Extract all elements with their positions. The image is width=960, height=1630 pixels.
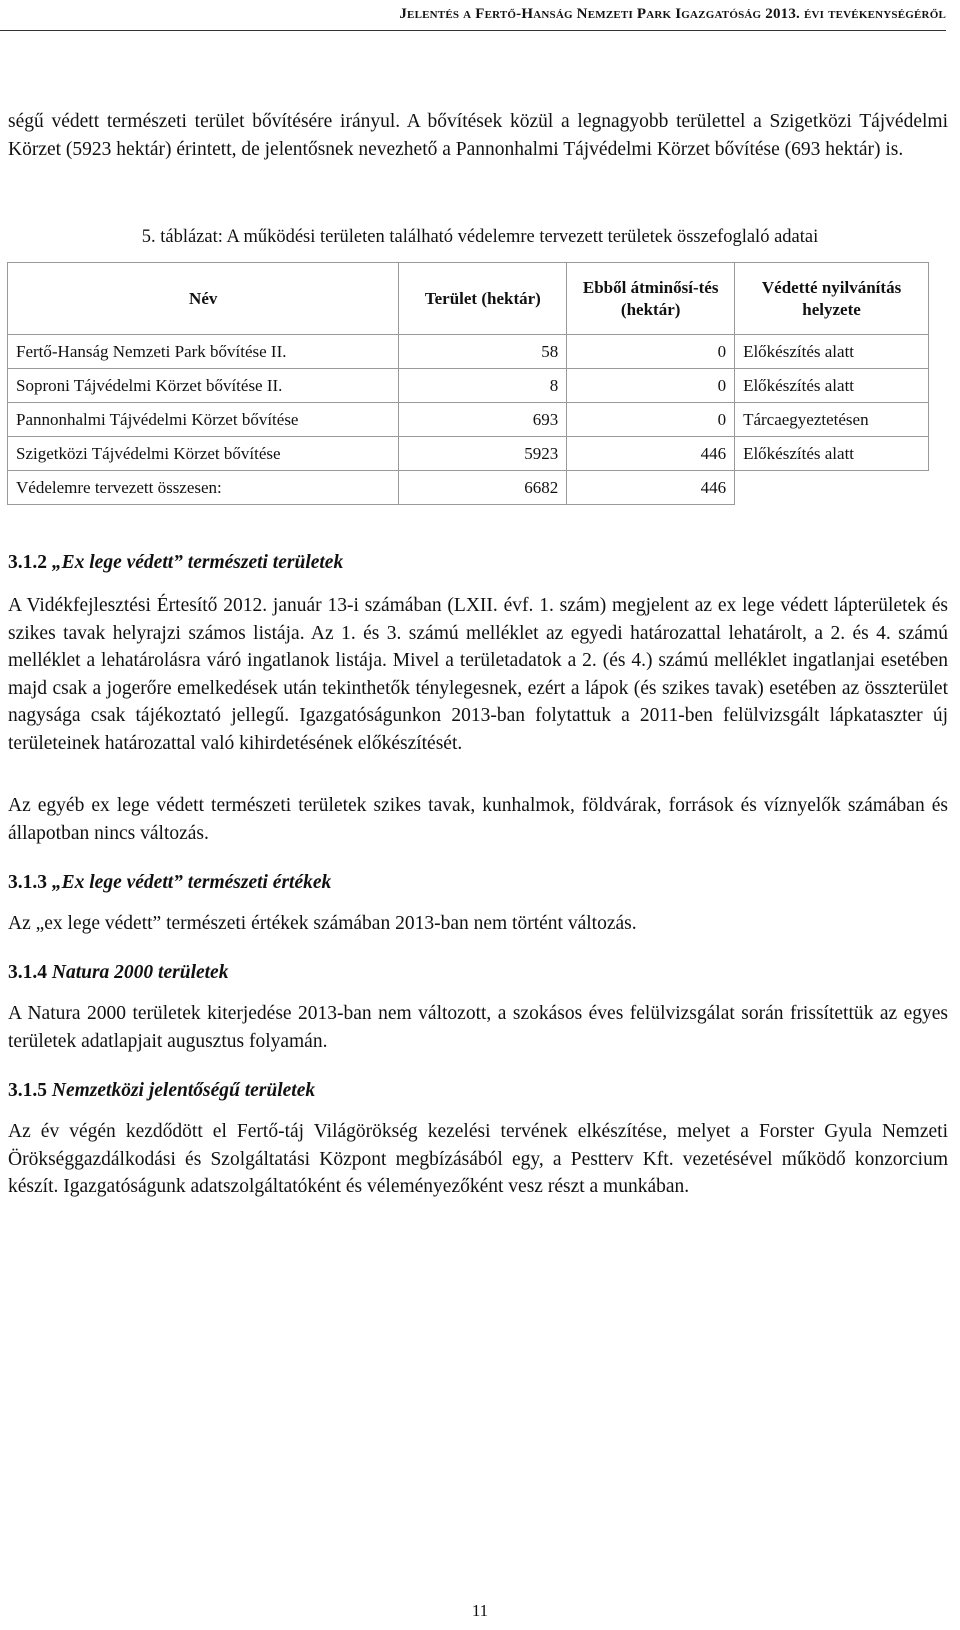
section-heading-3-1-2 [8, 552, 343, 574]
running-title: Jelentés a Fertő-Hanság Nemzeti Park Igazgatóság 2013. évi tevékenységéről [399, 6, 946, 22]
col-header-conversion: Ebből átminősí-tés (hektár) [567, 263, 735, 335]
table-row [8, 437, 929, 471]
cell-name: Fertő-Hanság Nemzeti Park bővítése II. [8, 335, 399, 369]
section-heading-3-1-4 [8, 962, 228, 984]
section-heading-3-1-3 [8, 872, 331, 894]
cell-name: Soproni Tájvédelmi Körzet bővítése II. [8, 369, 399, 403]
cell-area: 8 [399, 369, 567, 403]
cell-area: 58 [399, 335, 567, 369]
cell-conversion: 0 [567, 335, 735, 369]
col-header-status: Védetté nyilvánítás helyzete [735, 263, 929, 335]
cell-conversion: 446 [567, 437, 735, 471]
section-number: 3.1.5 [8, 1080, 47, 1101]
section-number: 3.1.2 [8, 552, 47, 573]
table-header-row [8, 263, 929, 335]
total-conversion: 446 [567, 471, 735, 505]
table-total-row [8, 471, 929, 505]
total-label: Védelemre tervezett összesen: [8, 471, 399, 505]
cell-name: Pannonhalmi Tájvédelmi Körzet bővítése [8, 403, 399, 437]
protected-areas-table [7, 262, 929, 505]
section-3-1-5-paragraph-1: Az év végén kezdődött el Fertő-táj Világörökség kezelési tervének elkészítése, melyet a Forster Gyula Nemzeti Örökséggazdálkodási és Szolgáltatási Központ megbízásából egy, a Pestterv Kft. vezetésével működő konzorcium készít. Igazgatóságunk adatszolgáltatóként és véleményezőként vesz részt a munkában. [8, 1121, 948, 1197]
header-divider [0, 30, 946, 31]
section-3-1-2-paragraph-1: A Vidékfejlesztési Értesítő 2012. január 13-i számában (LXII. évf. 1. szám) megjelent az ex lege védett lápterületek és szikes tavak helyrajzi számos listája. Az 1. és 3. számú melléklet az egyedi határozattal lehatárolt, a 2. és 4. számú melléklet a lehatárolásra váró ingatlanok listája. Mivel a területadatok a 2. (és 4.) számú melléklet ingatlanjai esetében majd csak a jogerőre emelkedések után tekinthetők ténylegesnek, ezért a lápok (és szikes tavak) esetében az összterület nagysága csak tájékoztató jellegű. Igazgatóságunkon 2013-ban folytattuk a 2011-ben felülvizsgált lápkataszter új területeinek határozattal való kihirdetésének előkészítését. [8, 595, 948, 754]
cell-area: 5923 [399, 437, 567, 471]
cell-name: Szigetközi Tájvédelmi Körzet bővítése [8, 437, 399, 471]
table-caption: 5. táblázat: A működési területen található védelemre tervezett területek összefoglaló adatai [141, 227, 819, 247]
cell-area: 693 [399, 403, 567, 437]
total-area: 6682 [399, 471, 567, 505]
table-row [8, 335, 929, 369]
cell-status: Előkészítés alatt [735, 335, 929, 369]
section-number: 3.1.4 [8, 962, 47, 983]
table-row [8, 369, 929, 403]
section-title: Nemzetközi jelentőségű területek [51, 1080, 316, 1101]
page-header [0, 6, 946, 23]
section-title: Natura 2000 területek [51, 962, 229, 983]
total-status-empty [735, 471, 929, 505]
cell-conversion: 0 [567, 369, 735, 403]
section-heading-3-1-5 [8, 1080, 315, 1102]
intro-paragraph: ségű védett természeti terület bővítésére irányul. A bővítések közül a legnagyobb területtel a Szigetközi Tájvédelmi Körzet (5923 hektár) érintett, de jelentősnek nevezhető a Pannonhalmi Tájvédelmi Körzet bővítése (693 hektár) is. [8, 111, 948, 160]
section-title: „Ex lege védett” természeti értékek [51, 872, 332, 893]
section-number: 3.1.3 [8, 872, 47, 893]
section-3-1-3-paragraph-1: Az „ex lege védett” természeti értékek számában 2013-ban nem történt változás. [8, 913, 637, 934]
col-header-area: Terület (hektár) [399, 263, 567, 335]
section-3-1-2-paragraph-2: Az egyéb ex lege védett természeti területek szikes tavak, kunhalmok, földvárak, források és víznyelők számában és állapotban nincs változás. [8, 795, 948, 844]
section-3-1-4-paragraph-1: A Natura 2000 területek kiterjedése 2013-ban nem változott, a szokásos éves felülvizsgálat során frissítettük az egyes területek adatlapjait augusztus folyamán. [8, 1003, 948, 1052]
cell-status: Előkészítés alatt [735, 437, 929, 471]
cell-status: Előkészítés alatt [735, 369, 929, 403]
cell-status: Tárcaegyeztetésen [735, 403, 929, 437]
table-row [8, 403, 929, 437]
col-header-name: Név [8, 263, 399, 335]
section-title: „Ex lege védett” természeti területek [51, 552, 344, 573]
page-number: 11 [471, 1601, 489, 1620]
cell-conversion: 0 [567, 403, 735, 437]
